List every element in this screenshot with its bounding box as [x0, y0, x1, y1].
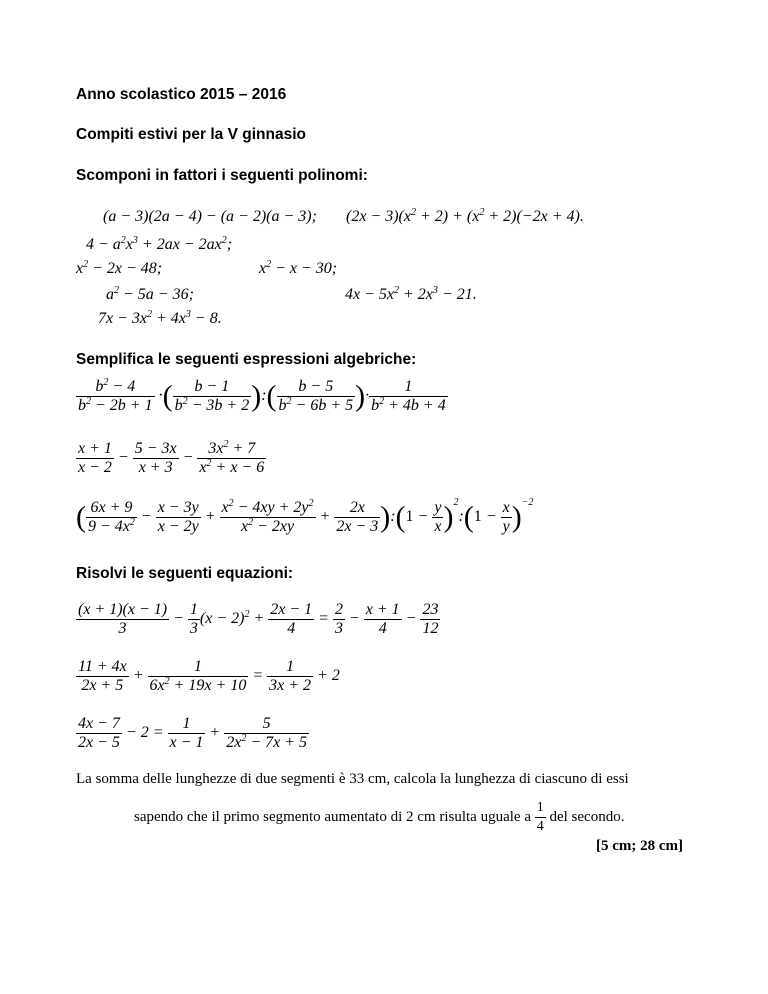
simplify-section-title: Semplifica le seguenti espressioni algebriche: — [76, 351, 417, 368]
equation-2: $\frac{11 + 4x}{2x + 5}$ + $\frac{1}{6x^2 + 19x + 10}$ = $\frac{1}{3x + 2}$ + 2 — [78, 658, 340, 694]
expression-2: $\frac{x + 1}{x - 2}$ − $\frac{5 - 3x}{x + 3}$ − $\frac{3x^2 + 7}{x^2 + x - 6}$ — [78, 439, 265, 476]
polynomial-8: $7x - 3x^2 + 4x^3 - 8$. — [98, 309, 222, 327]
polynomial-2: $(2x - 3)(x^2 + 2) + (x^2 + 2)(-2x + 4)$. — [346, 207, 584, 225]
problem-text: La somma delle lunghezze di due segmenti è 33 cm, calcola la lunghezza di ciascuno di essi — [76, 771, 629, 787]
homework-heading: Compiti estivi per la V ginnasio — [76, 126, 306, 143]
school-year-heading: Anno scolastico 2015 – 2016 — [76, 86, 287, 103]
equation-1: $\frac{(x + 1)(x - 1)}{3}$ − $\frac{1}{3}$ $(x - 2)^2$ + $\frac{2x - 1}{4}$ = $\frac{2}{3}$ − $\frac{x + 1}{4}$ − $\frac{23}{12}$ — [78, 601, 439, 637]
problem-text-continued: sapendo che il primo segmento aumentato di 2 cm risulta uguale a $\frac{1}{4}$ del secondo. — [134, 800, 625, 834]
polynomial-4: $x^2 - 2x - 48$; — [76, 259, 163, 277]
polynomial-6: $a^2 - 5a - 36$; — [106, 285, 194, 303]
fraction-one-quarter: $\frac{1}{4}$ — [536, 800, 544, 834]
factor-section-title: Scomponi in fattori i seguenti polinomi: — [76, 167, 368, 184]
problem-answer: [5 cm; 28 cm] — [596, 838, 684, 854]
polynomial-1: (a − 3)(2a − 4) − (a − 2)(a − 3); — [103, 208, 317, 225]
equation-3: $\frac{4x - 7}{2x - 5}$ − 2 = $\frac{1}{x - 1}$ + $\frac{5}{2x^2 - 7x + 5}$ — [78, 715, 308, 751]
expression-3: ( $\frac{6x + 9}{9 - 4x^2}$ − $\frac{x - 3y}{x - 2y}$ + $\frac{x^2 - 4xy + 2y^2}{x^2 - 2xy}$ + $\frac{2x}{2x - 3}$ ):(1 − $\frac{y}{x}$ )$^2$:(1 − $\frac{x}{y}$ )$^{-2}$ — [76, 497, 534, 535]
polynomial-3: $4 - a^2x^3 + 2ax - 2ax^2$; — [86, 235, 233, 253]
equations-section-title: Risolvi le seguenti equazioni: — [76, 565, 294, 582]
expression-1: $\frac{b^2 - 4}{b^2 - 2b + 1}$ ·( $\frac{b - 1}{b^2 - 3b + 2}$ ):( $\frac{b - 5}{b^2 - 6b + 5}$ )· $\frac{1}{b^2 + 4b + 4}$ — [78, 377, 446, 414]
polynomial-5: $x^2 - x - 30$; — [259, 259, 338, 277]
polynomial-7: $4x - 5x^2 + 2x^3 - 21$. — [345, 285, 477, 303]
